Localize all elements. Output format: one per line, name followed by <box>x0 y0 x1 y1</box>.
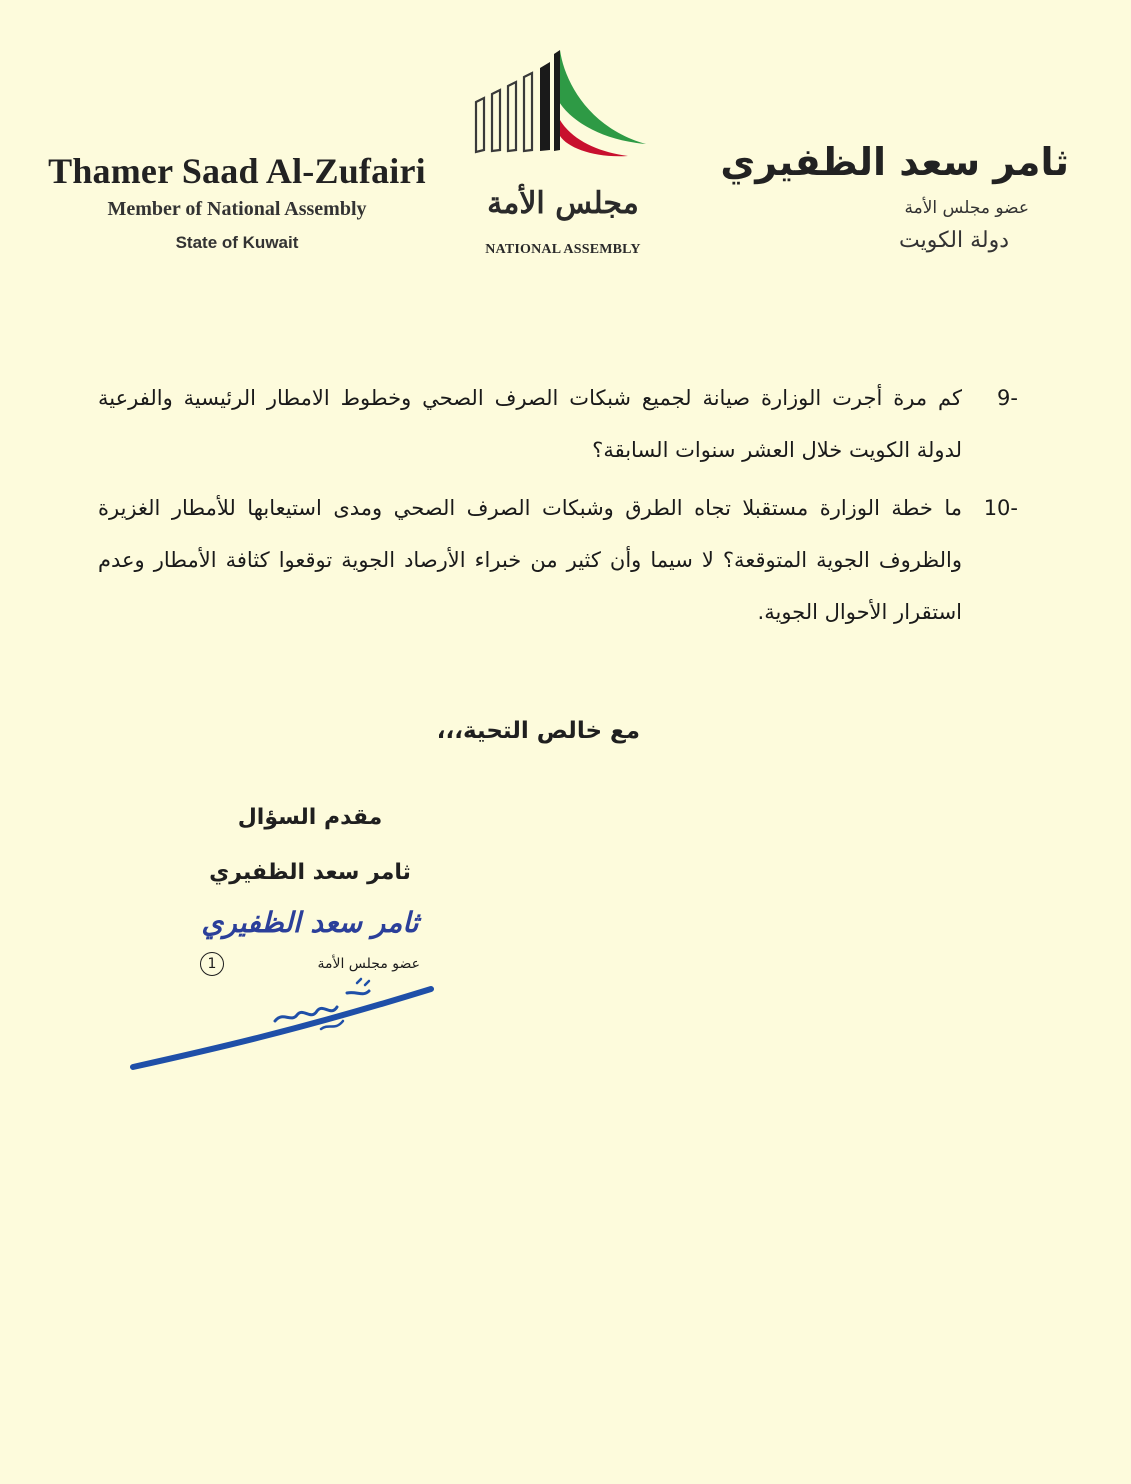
stamp-title: عضو مجلس الأمة <box>317 956 420 972</box>
closing-greeting: مع خالص التحية،،، <box>436 718 640 744</box>
question-text: ما خطة الوزارة مستقبلا تجاه الطرق وشبكات الصرف الصحي ومدى استيعابها للأمطار الغزيرة والظروف الجوية المتوقعة؟ لا سيما وأن كثير من خبراء الأرصاد الجوية توقعوا كثافة الأمطار وعدم استقرار الأحوال الجوية. <box>98 496 962 624</box>
presenter-name: ثامر سعد الظفيري <box>209 860 411 885</box>
english-name: Thamer Saad Al-Zufairi <box>48 151 426 191</box>
logo-english-text: NATIONAL ASSEMBLY <box>485 242 641 257</box>
presenter-label: مقدم السؤال <box>237 805 383 830</box>
arabic-country: دولة الكويت <box>899 228 1009 253</box>
stamp-subline <box>200 952 420 976</box>
arabic-letterhead <box>709 140 1069 253</box>
stamp-name: ثامر سعد الظفيري <box>201 906 419 939</box>
presenter-block <box>180 790 440 900</box>
logo-arabic-text: مجلس الأمة <box>487 186 639 221</box>
english-country: State of Kuwait <box>175 233 299 252</box>
question-number: 9- <box>997 386 1018 410</box>
questions-body <box>98 372 1018 644</box>
question-number: 10- <box>983 496 1018 520</box>
english-letterhead <box>22 150 452 253</box>
handwritten-signature <box>125 975 445 1085</box>
assembly-emblem-icon <box>468 40 658 190</box>
question-text: كم مرة أجرت الوزارة صيانة لجميع شبكات الصرف الصحي وخطوط الامطار الرئيسية والفرعية لدولة الكويت خلال العشر سنوات السابقة؟ <box>98 386 962 462</box>
english-title: Member of National Assembly <box>107 198 367 220</box>
stamp-number-badge: 1 <box>200 952 224 976</box>
question-item <box>98 482 1018 638</box>
arabic-title: عضو مجلس الأمة <box>904 198 1029 218</box>
question-item <box>98 372 1018 476</box>
national-assembly-logo <box>468 40 658 270</box>
arabic-name: ثامر سعد الظفيري <box>720 140 1069 184</box>
